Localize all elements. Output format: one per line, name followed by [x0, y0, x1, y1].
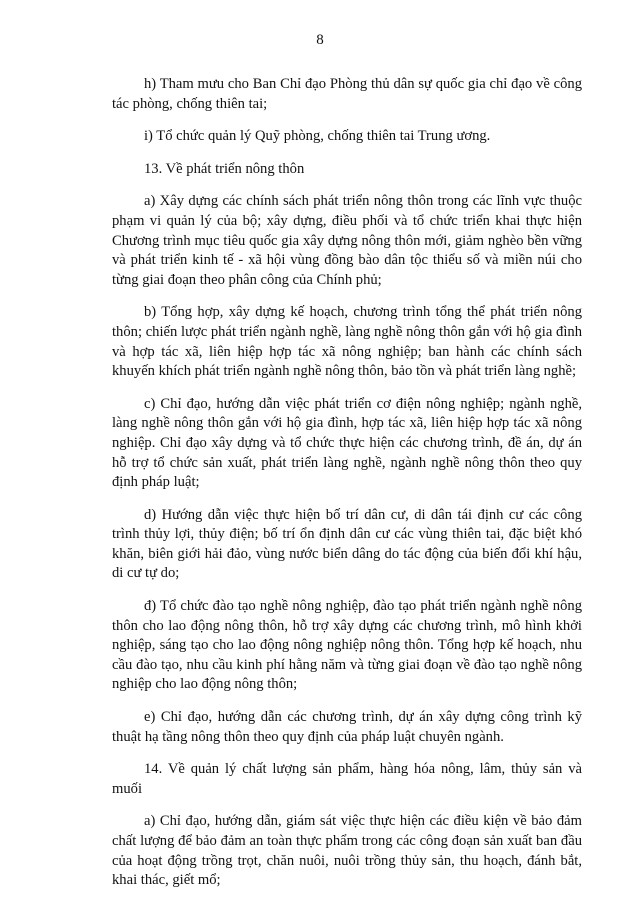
paragraph-13e: e) Chỉ đạo, hướng dẫn các chương trình, dự án xây dựng công trình kỹ thuật hạ tầng nông thôn theo quy định của pháp luật chuyên ngành. — [112, 709, 582, 745]
paragraph-13a: a) Xây dựng các chính sách phát triển nông thôn trong các lĩnh vực thuộc phạm vi quản lý của bộ; xây dựng, điều phối và tổ chức triển khai thực hiện Chương trình mục tiêu quốc gia xây dựng nông thôn mới, giảm nghèo bền vững và phát triển kinh tế - xã hội vùng đồng bào dân tộc thiểu số và miền núi cho từng giai đoạn theo phân công của Chính phủ; — [112, 193, 582, 288]
paragraph-i: i) Tổ chức quản lý Quỹ phòng, chống thiên tai Trung ương. — [144, 128, 491, 145]
document-body — [112, 75, 582, 904]
page-number: 8 — [316, 32, 324, 48]
section-heading-13: 13. Về phát triển nông thôn — [144, 160, 305, 177]
paragraph-14a: a) Chỉ đạo, hướng dẫn, giám sát việc thực hiện các điều kiện về bảo đảm chất lượng để bảo đảm an toàn thực phẩm trong các công đoạn sản xuất ban đầu của hoạt động trồng trọt, chăn nuôi, nuôi trồng thủy sản, thu hoạch, đánh bắt, khai thác, giết mổ; — [112, 813, 582, 889]
paragraph-h: h) Tham mưu cho Ban Chỉ đạo Phòng thủ dân sự quốc gia chỉ đạo về công tác phòng, chống thiên tai; — [112, 76, 582, 112]
paragraph-13dd: đ) Tổ chức đào tạo nghề nông nghiệp, đào tạo phát triển ngành nghề nông thôn cho lao động nông thôn, hỗ trợ xây dựng các chương trình, mô hình khởi nghiệp, sáng tạo cho lao động nông nghiệp nông thôn. Tổng hợp kế hoạch, nhu cầu đào tạo, nhu cầu kinh phí hằng năm và từng giai đoạn về đào tạo nghề nông nghiệp cho lao động nông thôn; — [112, 598, 582, 693]
paragraph-13b: b) Tổng hợp, xây dựng kế hoạch, chương trình tổng thể phát triển nông thôn; chiến lược phát triển ngành nghề, làng nghề nông thôn gắn với hộ gia đình và hợp tác xã, liên hiệp hợp tác xã nông nghiệp; ban hành các chính sách khuyến khích phát triển ngành nghề nông thôn, bảo tồn và phát triển làng nghề; — [112, 304, 582, 380]
section-heading-14: 14. Về quản lý chất lượng sản phẩm, hàng hóa nông, lâm, thủy sản và muối — [112, 761, 582, 797]
paragraph-13d: d) Hướng dẫn việc thực hiện bố trí dân cư, di dân tái định cư các công trình thủy lợi, thủy điện; bố trí ổn định dân cư các vùng thiên tai, đặc biệt khó khăn, biên giới hải đảo, vùng nước biển dâng do tác động của biến đổi khí hậu, di cư tự do; — [112, 506, 582, 582]
paragraph-13c: c) Chỉ đạo, hướng dẫn việc phát triển cơ điện nông nghiệp; ngành nghề, làng nghề nông thôn gắn với hộ gia đình, hợp tác xã, liên hiệp hợp tác xã nông nghiệp. Chỉ đạo xây dựng và tổ chức thực hiện các chương trình, đề án, dự án hỗ trợ tổ chức sản xuất, phát triển làng nghề, ngành nghề nông thôn theo quy định pháp luật; — [112, 395, 582, 491]
